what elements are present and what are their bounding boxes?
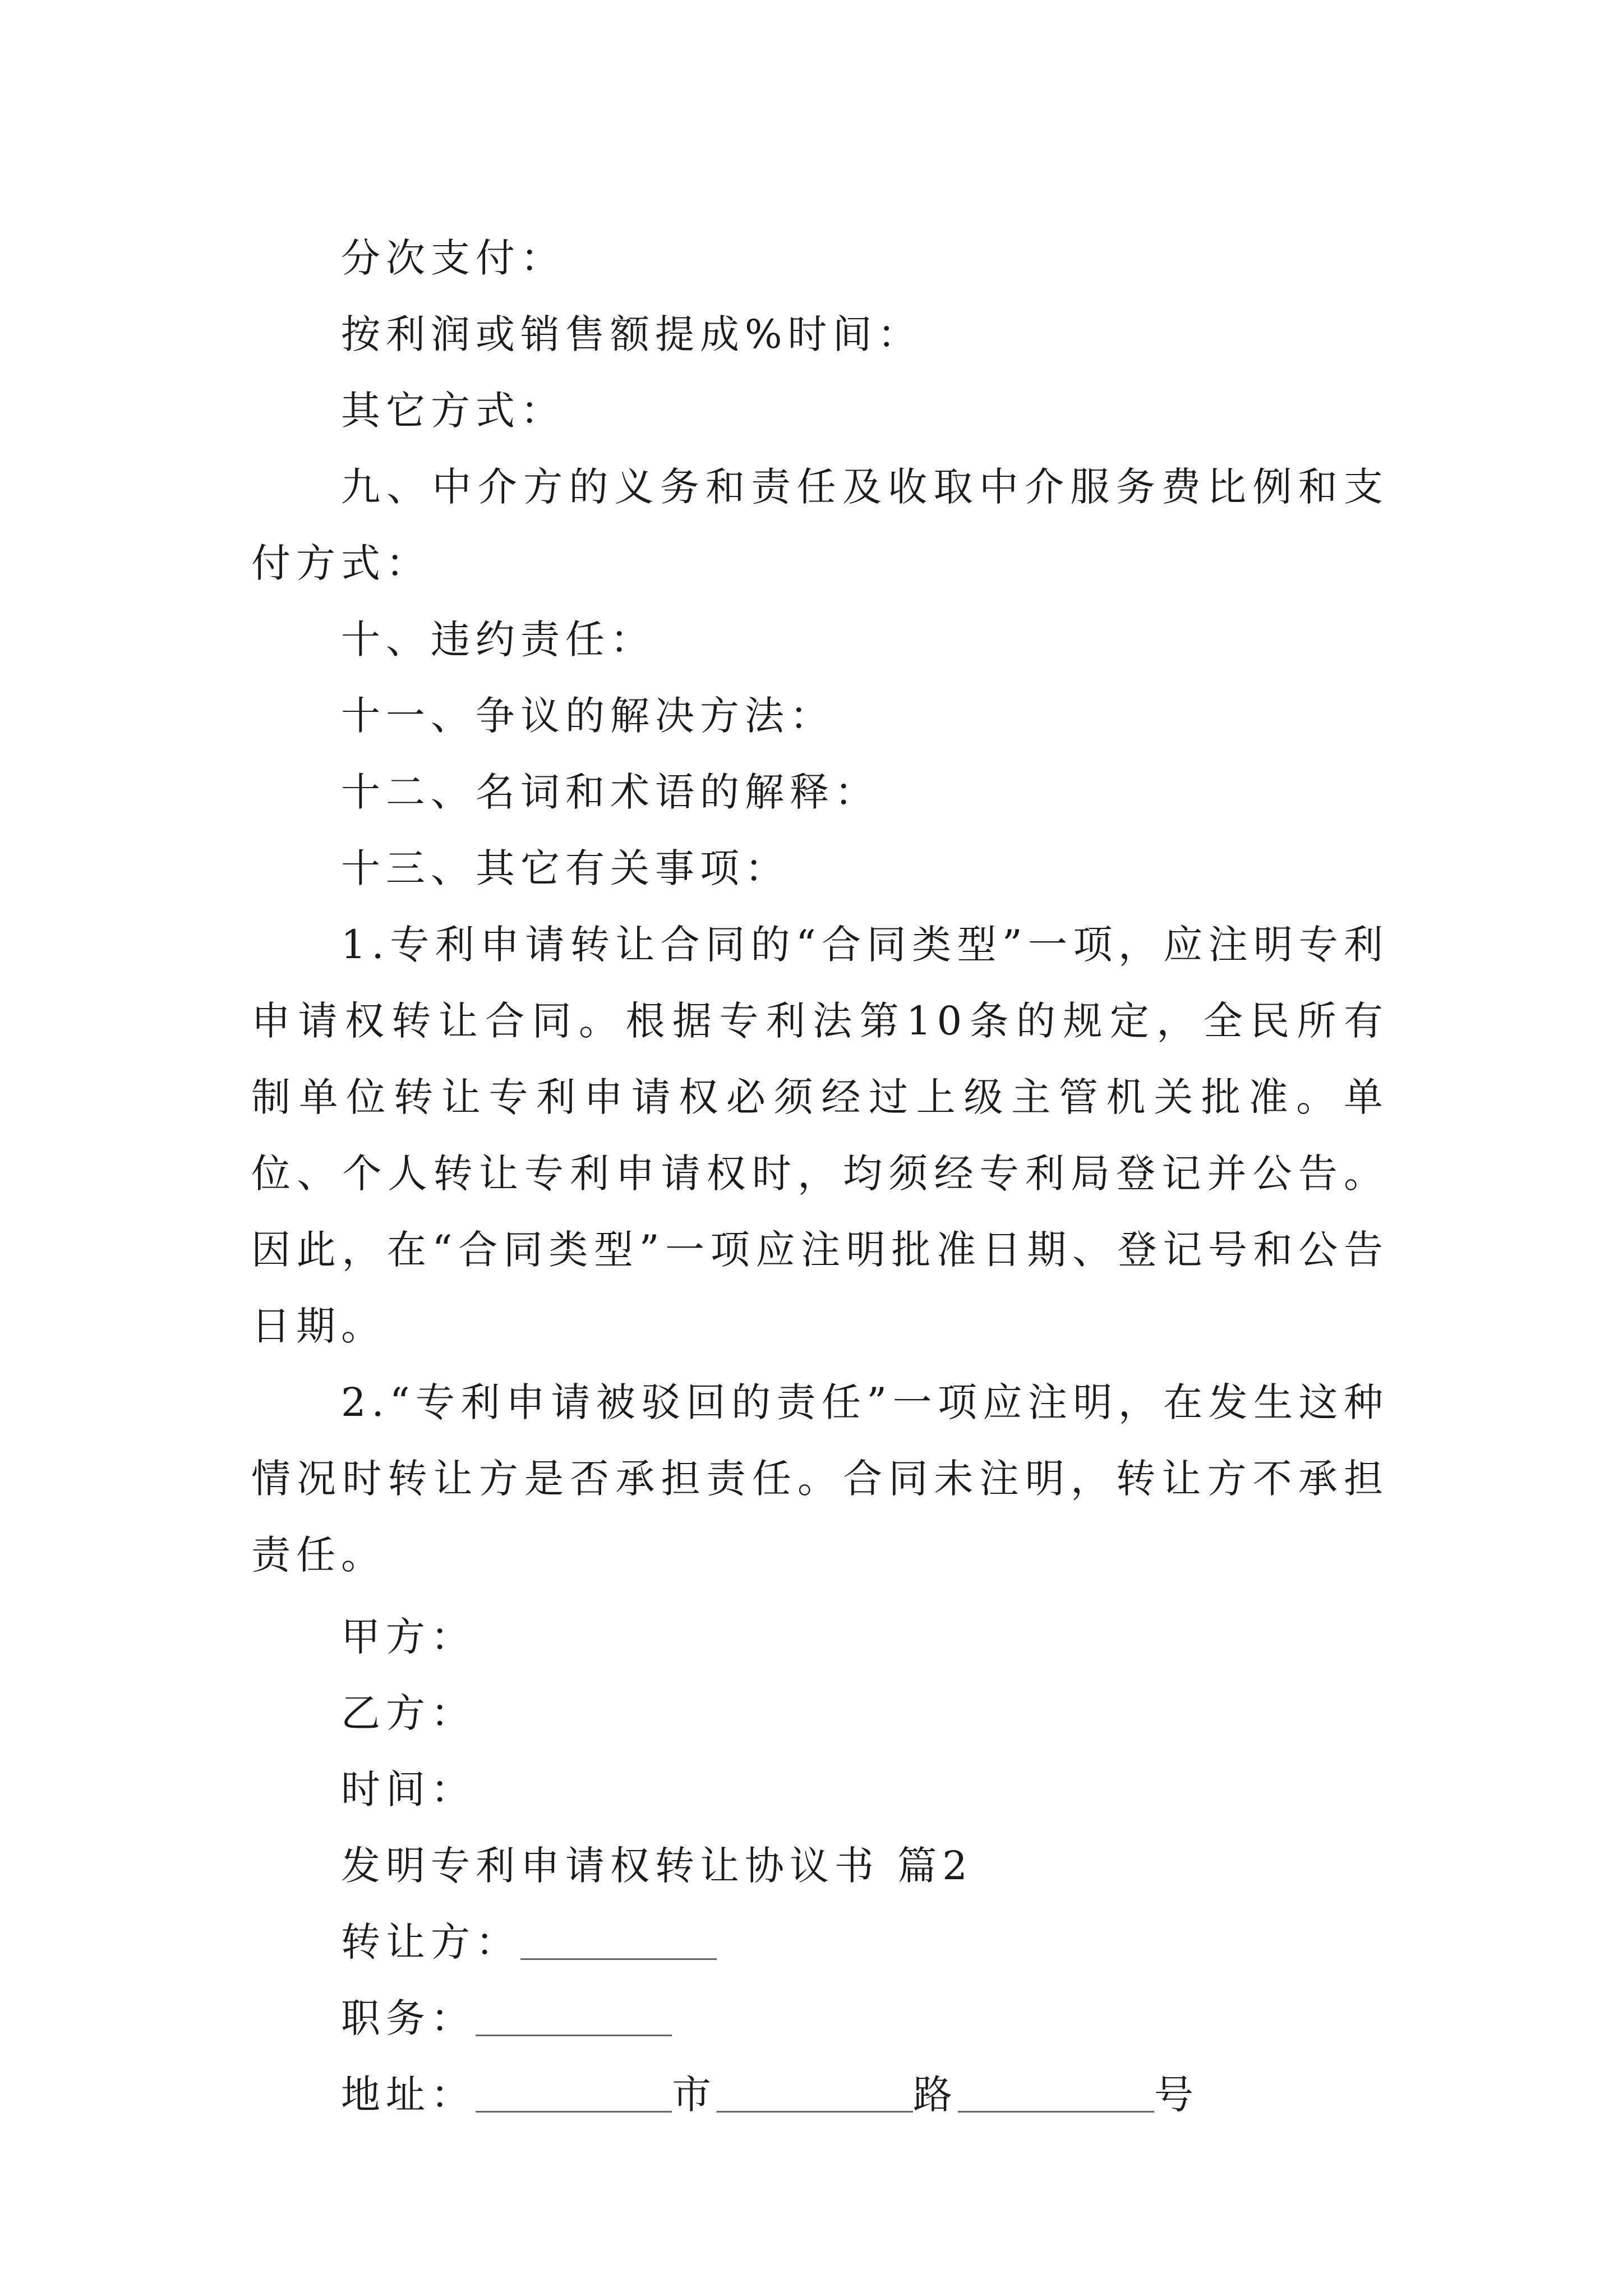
party-a-line: 甲方：: [341, 1614, 476, 1660]
position-field: [251, 1980, 1389, 2056]
royalty-line: 按利润或销售额提成%时间：: [341, 311, 923, 357]
number-suffix: 号: [1154, 2072, 1199, 2118]
document-body: [251, 220, 1389, 2133]
transferor-field: [251, 1904, 1389, 1980]
installment-payment-line: 分次支付：: [341, 235, 565, 281]
road-blank[interactable]: [717, 2072, 913, 2113]
clause-ten-line: 十、违约责任：: [341, 616, 655, 662]
transferor-label: 转让方：: [341, 1919, 520, 1965]
note-two-paragraph: 2.“专利申请被驳回的责任”一项应注明，在发生这种情况时转让方是否承担责任。合同未注明，转让方不承担责任。: [251, 1379, 1389, 1578]
city-blank[interactable]: [476, 2072, 672, 2113]
party-b-line: 乙方：: [341, 1690, 476, 1736]
time-line: 时间：: [341, 1766, 476, 1812]
clause-eleven-line: 十一、争议的解决方法：: [341, 693, 834, 739]
note-one-paragraph: 1.专利申请转让合同的“合同类型”一项，应注明专利申请权转让合同。根据专利法第10条的规定，全民所有制单位转让专利申请权必须经过上级主管机关批准。单位、个人转让专利申请权时，均须经专利局登记并公告。因此，在“合同类型”一项应注明批准日期、登记号和公告日期。: [251, 922, 1389, 1349]
clause-twelve-line: 十二、名词和术语的解释：: [341, 769, 879, 815]
section-two-title: 发明专利申请权转让协议书 篇2: [341, 1843, 973, 1889]
clause-thirteen-line: 十三、其它有关事项：: [341, 845, 790, 891]
clause-nine-paragraph: 九、中介方的义务和责任及收取中介服务费比例和支付方式：: [251, 464, 1389, 586]
other-methods-line: 其它方式：: [341, 388, 565, 434]
city-suffix: 市: [672, 2072, 717, 2118]
address-label: 地址：: [341, 2072, 476, 2118]
position-label: 职务：: [341, 1995, 476, 2041]
position-blank[interactable]: [476, 1995, 672, 2036]
transferor-blank[interactable]: [520, 1919, 717, 1960]
number-blank[interactable]: [958, 2072, 1154, 2113]
address-field: [251, 2056, 1389, 2133]
road-suffix: 路: [913, 2072, 958, 2118]
